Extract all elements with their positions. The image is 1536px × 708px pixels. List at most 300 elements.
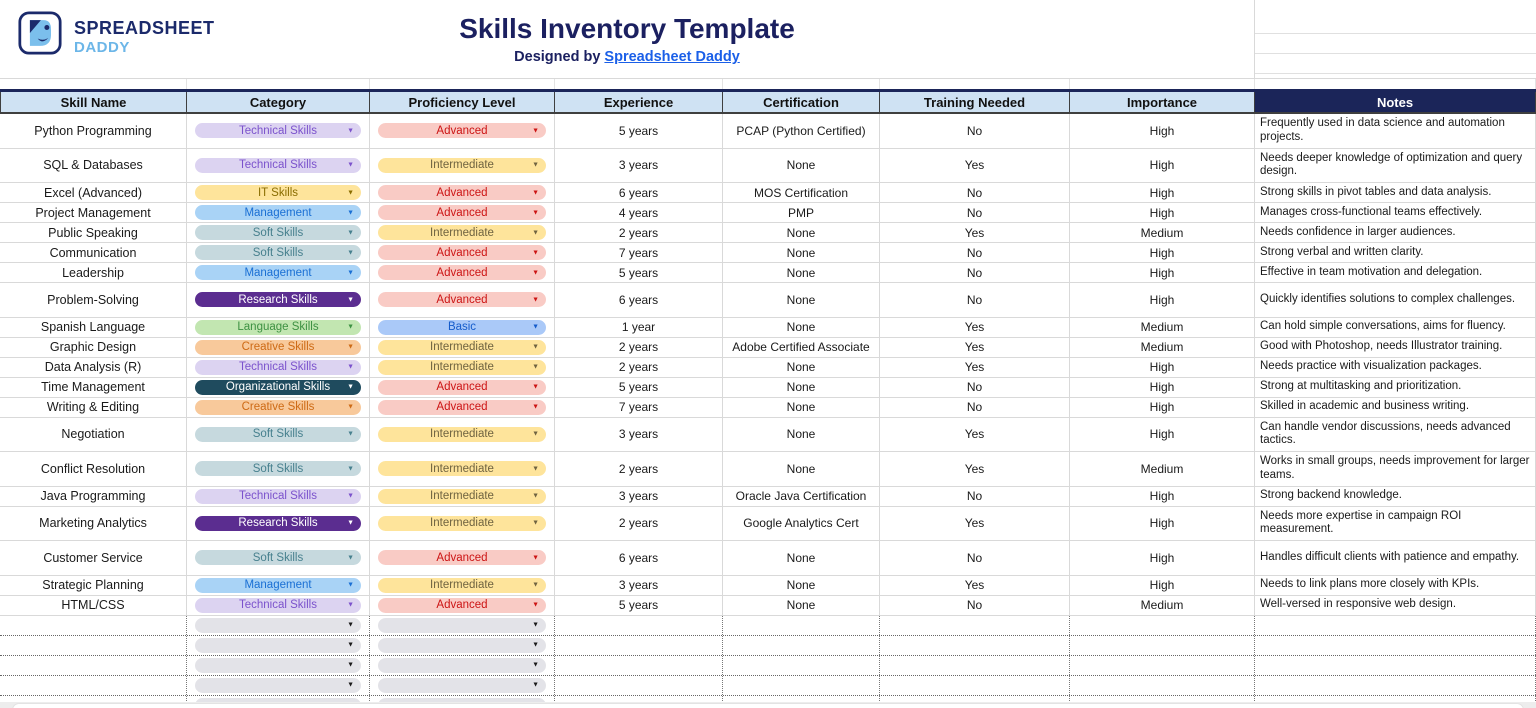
grid-cell	[555, 79, 723, 89]
chip-label: Technical Skills	[239, 361, 317, 373]
chip-label: Advanced	[436, 551, 488, 564]
cell-empty[interactable]	[555, 636, 723, 655]
category-dropdown[interactable]	[195, 158, 361, 173]
table-row	[0, 223, 1536, 243]
cell-proficiency-dropdown	[370, 263, 555, 283]
cell-skill-name[interactable]: Data Analysis (R)	[0, 358, 187, 378]
cell-skill-name[interactable]: SQL & Databases	[0, 149, 187, 184]
cell-notes[interactable]: Strong backend knowledge.	[1255, 487, 1536, 507]
cell-importance[interactable]: High	[1070, 263, 1255, 283]
table-row	[0, 183, 1536, 203]
cell-proficiency-dropdown	[370, 507, 555, 542]
bottom-section-edge	[0, 702, 1536, 708]
category-dropdown[interactable]	[195, 550, 361, 565]
cell-empty[interactable]	[0, 656, 187, 675]
cell-notes[interactable]: Effective in team motivation and delegation.	[1255, 263, 1536, 283]
cell-experience[interactable]: 2 years	[555, 507, 723, 542]
cell-empty[interactable]	[880, 616, 1070, 635]
proficiency-dropdown[interactable]	[378, 489, 546, 504]
grid-cell	[370, 79, 555, 89]
cell-importance[interactable]: High	[1070, 283, 1255, 318]
cell-certification[interactable]: None	[723, 318, 880, 338]
chip-label: Intermediate	[430, 517, 494, 530]
category-dropdown[interactable]	[195, 225, 361, 240]
cell-training-needed[interactable]: No	[880, 378, 1070, 398]
category-dropdown[interactable]	[195, 380, 361, 395]
grid-cell	[880, 79, 1070, 89]
cell-importance[interactable]: Medium	[1070, 318, 1255, 338]
table-row	[0, 243, 1536, 263]
cell-skill-name[interactable]: Python Programming	[0, 114, 187, 149]
cell-notes[interactable]: Works in small groups, needs improvement for larger teams.	[1255, 452, 1536, 487]
proficiency-dropdown[interactable]	[378, 292, 546, 307]
category-dropdown[interactable]	[195, 618, 361, 633]
cell-training-needed[interactable]: No	[880, 487, 1070, 507]
chevron-down-icon: ▼	[347, 268, 354, 276]
category-dropdown[interactable]	[195, 516, 361, 531]
proficiency-dropdown[interactable]	[378, 340, 546, 355]
category-dropdown[interactable]	[195, 427, 361, 442]
cell-importance[interactable]: Medium	[1070, 596, 1255, 616]
chevron-down-icon: ▼	[347, 641, 354, 649]
cell-importance[interactable]: High	[1070, 358, 1255, 378]
cell-importance[interactable]: High	[1070, 487, 1255, 507]
chevron-down-icon: ▼	[532, 465, 539, 473]
cell-proficiency-dropdown	[370, 183, 555, 203]
chip-label: Soft Skills	[252, 462, 304, 475]
cell-training-needed[interactable]: No	[880, 243, 1070, 263]
cell-proficiency-dropdown	[370, 487, 555, 507]
brand-name-bottom: DADDY	[74, 39, 130, 56]
grid-cell	[1255, 79, 1536, 89]
cell-certification[interactable]: MOS Certification	[723, 183, 880, 203]
proficiency-dropdown[interactable]	[378, 461, 546, 476]
cell-empty[interactable]	[555, 616, 723, 635]
cell-skill-name[interactable]: Spanish Language	[0, 318, 187, 338]
cell-certification[interactable]: None	[723, 418, 880, 453]
cell-skill-name[interactable]: Graphic Design	[0, 338, 187, 358]
page-subtitle	[0, 49, 1254, 65]
cell-notes[interactable]: Strong skills in pivot tables and data analysis.	[1255, 183, 1536, 203]
cell-experience[interactable]: 6 years	[555, 183, 723, 203]
cell-certification[interactable]: Oracle Java Certification	[723, 487, 880, 507]
cell-category-dropdown	[187, 636, 370, 655]
cell-certification[interactable]: None	[723, 541, 880, 576]
cell-experience[interactable]: 3 years	[555, 418, 723, 453]
cell-notes[interactable]: Needs more expertise in campaign ROI measurement.	[1255, 507, 1536, 542]
table-row	[0, 616, 1536, 636]
cell-notes[interactable]: Handles difficult clients with patience and empathy.	[1255, 541, 1536, 576]
cell-skill-name[interactable]: Customer Service	[0, 541, 187, 576]
table-row	[0, 283, 1536, 318]
cell-proficiency-dropdown	[370, 318, 555, 338]
cell-category-dropdown	[187, 507, 370, 542]
chip-label: Soft Skills	[252, 226, 304, 239]
category-dropdown[interactable]	[195, 265, 361, 280]
cell-experience[interactable]: 1 year	[555, 318, 723, 338]
chip-label: Intermediate	[430, 579, 494, 591]
cell-certification[interactable]: None	[723, 243, 880, 263]
cell-skill-name[interactable]: Conflict Resolution	[0, 452, 187, 487]
chevron-down-icon: ▼	[532, 228, 539, 236]
cell-proficiency-dropdown	[370, 203, 555, 223]
cell-notes[interactable]: Can hold simple conversations, aims for fluency.	[1255, 318, 1536, 338]
cell-notes[interactable]: Well-versed in responsive web design.	[1255, 596, 1536, 616]
column-header-category: Category	[187, 92, 370, 114]
cell-skill-name[interactable]: Leadership	[0, 263, 187, 283]
cell-experience[interactable]: 2 years	[555, 452, 723, 487]
proficiency-dropdown[interactable]	[378, 185, 546, 200]
cell-skill-name[interactable]: Public Speaking	[0, 223, 187, 243]
cell-empty[interactable]	[1070, 676, 1255, 695]
chip-label: Management	[244, 579, 312, 591]
chevron-down-icon: ▼	[532, 208, 539, 216]
cell-proficiency-dropdown	[370, 149, 555, 184]
cell-importance[interactable]: High	[1070, 149, 1255, 184]
proficiency-dropdown[interactable]	[378, 618, 546, 633]
cell-empty[interactable]	[1070, 656, 1255, 675]
cell-category-dropdown	[187, 541, 370, 576]
proficiency-dropdown[interactable]	[378, 360, 546, 375]
cell-skill-name[interactable]: Negotiation	[0, 418, 187, 453]
chip-label: Organizational Skills	[225, 381, 331, 393]
cell-importance[interactable]: Medium	[1070, 452, 1255, 487]
grid-cell	[187, 79, 370, 89]
cell-empty[interactable]	[880, 656, 1070, 675]
cell-training-needed[interactable]: Yes	[880, 576, 1070, 596]
cell-training-needed[interactable]: No	[880, 183, 1070, 203]
cell-training-needed[interactable]: No	[880, 283, 1070, 318]
chip-label: Intermediate	[430, 341, 494, 353]
cell-empty[interactable]	[555, 656, 723, 675]
cell-experience[interactable]: 7 years	[555, 243, 723, 263]
cell-proficiency-dropdown	[370, 378, 555, 398]
chevron-down-icon: ▼	[347, 248, 354, 256]
chevron-down-icon: ▼	[347, 188, 354, 196]
table-row	[0, 149, 1536, 184]
cell-skill-name[interactable]: Excel (Advanced)	[0, 183, 187, 203]
category-dropdown[interactable]	[195, 185, 361, 200]
category-dropdown[interactable]	[195, 400, 361, 415]
cell-certification[interactable]: PMP	[723, 203, 880, 223]
cell-training-needed[interactable]: Yes	[880, 149, 1070, 184]
cell-empty[interactable]	[1070, 636, 1255, 655]
cell-training-needed[interactable]: Yes	[880, 452, 1070, 487]
category-dropdown[interactable]	[195, 205, 361, 220]
chevron-down-icon: ▼	[347, 343, 354, 351]
cell-notes[interactable]: Needs confidence in larger audiences.	[1255, 223, 1536, 243]
chip-label: Intermediate	[430, 159, 494, 172]
category-dropdown[interactable]	[195, 658, 361, 673]
cell-certification[interactable]: None	[723, 263, 880, 283]
proficiency-dropdown[interactable]	[378, 678, 546, 693]
cell-importance[interactable]: High	[1070, 507, 1255, 542]
cell-training-needed[interactable]: No	[880, 203, 1070, 223]
proficiency-dropdown[interactable]	[378, 265, 546, 280]
proficiency-dropdown[interactable]	[378, 123, 546, 138]
chevron-down-icon: ▼	[347, 127, 354, 135]
column-header-proficiency-level: Proficiency Level	[370, 92, 555, 114]
chip-label: Research Skills	[238, 293, 318, 306]
proficiency-dropdown[interactable]	[378, 658, 546, 673]
cell-proficiency-dropdown	[370, 338, 555, 358]
cell-notes[interactable]: Frequently used in data science and automation projects.	[1255, 114, 1536, 149]
page-title: Skills Inventory Template	[459, 13, 795, 44]
cell-training-needed[interactable]: Yes	[880, 358, 1070, 378]
cell-proficiency-dropdown	[370, 243, 555, 263]
cell-importance[interactable]: High	[1070, 398, 1255, 418]
cell-notes[interactable]: Needs deeper knowledge of optimization and query design.	[1255, 149, 1536, 184]
chip-label: Advanced	[436, 206, 488, 219]
cell-importance[interactable]: High	[1070, 418, 1255, 453]
chevron-down-icon: ▼	[532, 188, 539, 196]
chevron-down-icon: ▼	[347, 430, 354, 438]
cell-notes[interactable]: Strong verbal and written clarity.	[1255, 243, 1536, 263]
cell-certification[interactable]: Google Analytics Cert	[723, 507, 880, 542]
chip-label: Language Skills	[237, 321, 319, 333]
cell-experience[interactable]: 3 years	[555, 487, 723, 507]
chip-label: Technical Skills	[239, 159, 317, 172]
chevron-down-icon: ▼	[347, 323, 354, 331]
chip-label: Advanced	[436, 124, 488, 137]
cell-experience[interactable]: 5 years	[555, 596, 723, 616]
cell-empty[interactable]	[723, 636, 880, 655]
cell-notes[interactable]: Needs practice with visualization packages.	[1255, 358, 1536, 378]
cell-notes[interactable]: Skilled in academic and business writing.	[1255, 398, 1536, 418]
cell-training-needed[interactable]: Yes	[880, 318, 1070, 338]
proficiency-dropdown[interactable]	[378, 205, 546, 220]
table-row	[0, 507, 1536, 542]
cell-experience[interactable]: 6 years	[555, 283, 723, 318]
gridline	[1255, 33, 1536, 34]
cell-importance[interactable]: High	[1070, 378, 1255, 398]
column-header-skill-name: Skill Name	[0, 92, 187, 114]
cell-certification[interactable]: PCAP (Python Certified)	[723, 114, 880, 149]
cell-empty[interactable]	[0, 636, 187, 655]
cell-experience[interactable]: 7 years	[555, 398, 723, 418]
cell-skill-name[interactable]: Project Management	[0, 203, 187, 223]
cell-empty[interactable]	[723, 656, 880, 675]
cell-training-needed[interactable]: Yes	[880, 338, 1070, 358]
cell-empty[interactable]	[1255, 616, 1536, 635]
cell-certification[interactable]: Adobe Certified Associate	[723, 338, 880, 358]
chevron-down-icon: ▼	[347, 519, 354, 527]
cell-experience[interactable]: 2 years	[555, 338, 723, 358]
cell-certification[interactable]: None	[723, 452, 880, 487]
cell-notes[interactable]: Strong at multitasking and prioritization.	[1255, 378, 1536, 398]
table-body	[0, 114, 1536, 616]
cell-proficiency-dropdown	[370, 676, 555, 695]
category-dropdown[interactable]	[195, 123, 361, 138]
table-row	[0, 358, 1536, 378]
chevron-down-icon: ▼	[532, 661, 539, 669]
table-row	[0, 596, 1536, 616]
cell-importance[interactable]: High	[1070, 541, 1255, 576]
chip-label: Intermediate	[430, 462, 494, 475]
category-dropdown[interactable]	[195, 245, 361, 260]
cell-importance[interactable]: Medium	[1070, 338, 1255, 358]
proficiency-dropdown[interactable]	[378, 638, 546, 653]
cell-experience[interactable]: 5 years	[555, 378, 723, 398]
category-dropdown[interactable]	[195, 578, 361, 593]
cell-skill-name[interactable]: Time Management	[0, 378, 187, 398]
cell-certification[interactable]: None	[723, 576, 880, 596]
proficiency-dropdown[interactable]	[378, 380, 546, 395]
chip-label: Technical Skills	[239, 599, 317, 611]
cell-experience[interactable]: 2 years	[555, 223, 723, 243]
spreadsheet-daddy-link[interactable]: Spreadsheet Daddy	[604, 48, 740, 65]
cell-empty[interactable]	[0, 616, 187, 635]
category-dropdown[interactable]	[195, 340, 361, 355]
cell-proficiency-dropdown	[370, 283, 555, 318]
column-header-training-needed: Training Needed	[880, 92, 1070, 114]
cell-training-needed[interactable]: Yes	[880, 507, 1070, 542]
brand-name-top: SPREADSHEET	[74, 18, 215, 38]
chevron-down-icon: ▼	[347, 601, 354, 609]
cell-training-needed[interactable]: No	[880, 596, 1070, 616]
cell-notes[interactable]: Can handle vendor discussions, needs advanced tactics.	[1255, 418, 1536, 453]
cell-training-needed[interactable]: No	[880, 398, 1070, 418]
cell-notes[interactable]: Needs to link plans more closely with KPIs.	[1255, 576, 1536, 596]
proficiency-dropdown[interactable]	[378, 516, 546, 531]
cell-training-needed[interactable]: Yes	[880, 418, 1070, 453]
cell-experience[interactable]: 5 years	[555, 263, 723, 283]
cell-experience[interactable]: 2 years	[555, 358, 723, 378]
chevron-down-icon: ▼	[347, 621, 354, 629]
cell-empty[interactable]	[1255, 676, 1536, 695]
cell-importance[interactable]: Medium	[1070, 223, 1255, 243]
category-dropdown[interactable]	[195, 461, 361, 476]
cell-experience[interactable]: 5 years	[555, 114, 723, 149]
cell-category-dropdown	[187, 418, 370, 453]
cell-importance[interactable]: High	[1070, 203, 1255, 223]
category-dropdown[interactable]	[195, 292, 361, 307]
category-dropdown[interactable]	[195, 320, 361, 335]
category-dropdown[interactable]	[195, 489, 361, 504]
cell-skill-name[interactable]: Marketing Analytics	[0, 507, 187, 542]
cell-empty[interactable]	[880, 676, 1070, 695]
proficiency-dropdown[interactable]	[378, 400, 546, 415]
column-header-importance: Importance	[1070, 92, 1255, 114]
cell-certification[interactable]: None	[723, 596, 880, 616]
chip-label: Soft Skills	[252, 246, 304, 259]
cell-experience[interactable]: 6 years	[555, 541, 723, 576]
cell-empty[interactable]	[1255, 656, 1536, 675]
chevron-down-icon: ▼	[347, 403, 354, 411]
cell-certification[interactable]: None	[723, 283, 880, 318]
cell-notes[interactable]: Quickly identifies solutions to complex challenges.	[1255, 283, 1536, 318]
cell-category-dropdown	[187, 223, 370, 243]
cell-certification[interactable]: None	[723, 378, 880, 398]
proficiency-dropdown[interactable]	[378, 225, 546, 240]
subtitle-prefix: Designed by	[514, 48, 605, 65]
cell-category-dropdown	[187, 338, 370, 358]
proficiency-dropdown[interactable]	[378, 158, 546, 173]
chip-label: Intermediate	[430, 361, 494, 373]
cell-empty[interactable]	[555, 676, 723, 695]
cell-empty[interactable]	[1070, 616, 1255, 635]
table-row	[0, 318, 1536, 338]
chevron-down-icon: ▼	[347, 208, 354, 216]
cell-empty[interactable]	[1255, 636, 1536, 655]
chip-label: Advanced	[436, 246, 488, 259]
chip-label: Management	[244, 266, 312, 279]
category-dropdown[interactable]	[195, 638, 361, 653]
table-row	[0, 452, 1536, 487]
cell-importance[interactable]: High	[1070, 183, 1255, 203]
cell-empty[interactable]	[723, 676, 880, 695]
cell-notes[interactable]: Good with Photoshop, needs Illustrator training.	[1255, 338, 1536, 358]
cell-skill-name[interactable]: Strategic Planning	[0, 576, 187, 596]
cell-certification[interactable]: None	[723, 358, 880, 378]
cell-category-dropdown	[187, 596, 370, 616]
cell-training-needed[interactable]: Yes	[880, 223, 1070, 243]
cell-empty[interactable]	[880, 636, 1070, 655]
chip-label: Technical Skills	[239, 124, 317, 137]
cell-notes[interactable]: Manages cross-functional teams effectively.	[1255, 203, 1536, 223]
category-dropdown[interactable]	[195, 360, 361, 375]
cell-skill-name[interactable]: Writing & Editing	[0, 398, 187, 418]
proficiency-dropdown[interactable]	[378, 550, 546, 565]
cell-category-dropdown	[187, 358, 370, 378]
proficiency-dropdown[interactable]	[378, 320, 546, 335]
category-dropdown[interactable]	[195, 598, 361, 613]
cell-skill-name[interactable]: HTML/CSS	[0, 596, 187, 616]
cell-category-dropdown	[187, 183, 370, 203]
cell-importance[interactable]: High	[1070, 576, 1255, 596]
cell-experience[interactable]: 4 years	[555, 203, 723, 223]
column-header-experience: Experience	[555, 92, 723, 114]
cell-certification[interactable]: None	[723, 398, 880, 418]
chevron-down-icon: ▼	[532, 343, 539, 351]
cell-importance[interactable]: High	[1070, 243, 1255, 263]
table-header-row	[0, 89, 1536, 114]
cell-certification[interactable]: None	[723, 223, 880, 243]
cell-proficiency-dropdown	[370, 114, 555, 149]
category-dropdown[interactable]	[195, 678, 361, 693]
cell-training-needed[interactable]: No	[880, 541, 1070, 576]
empty-grid-area	[1254, 0, 1536, 78]
proficiency-dropdown[interactable]	[378, 578, 546, 593]
cell-experience[interactable]: 3 years	[555, 149, 723, 184]
gridline	[1255, 73, 1536, 74]
cell-skill-name[interactable]: Problem-Solving	[0, 283, 187, 318]
cell-training-needed[interactable]: No	[880, 263, 1070, 283]
proficiency-dropdown[interactable]	[378, 427, 546, 442]
cell-training-needed[interactable]: No	[880, 114, 1070, 149]
cell-empty[interactable]	[0, 676, 187, 695]
proficiency-dropdown[interactable]	[378, 245, 546, 260]
cell-empty[interactable]	[723, 616, 880, 635]
chip-label: Creative Skills	[241, 341, 315, 353]
chip-label: Research Skills	[238, 517, 318, 530]
cell-skill-name[interactable]: Communication	[0, 243, 187, 263]
chevron-down-icon: ▼	[347, 581, 354, 589]
chip-label: Advanced	[436, 599, 488, 611]
chip-label: Intermediate	[430, 226, 494, 239]
cell-proficiency-dropdown	[370, 636, 555, 655]
cell-skill-name[interactable]: Java Programming	[0, 487, 187, 507]
bottom-section-card	[12, 703, 1524, 708]
cell-category-dropdown	[187, 656, 370, 675]
cell-proficiency-dropdown	[370, 596, 555, 616]
proficiency-dropdown[interactable]	[378, 598, 546, 613]
cell-certification[interactable]: None	[723, 149, 880, 184]
cell-experience[interactable]: 3 years	[555, 576, 723, 596]
cell-category-dropdown	[187, 487, 370, 507]
cell-importance[interactable]: High	[1070, 114, 1255, 149]
chip-label: Advanced	[436, 293, 488, 306]
